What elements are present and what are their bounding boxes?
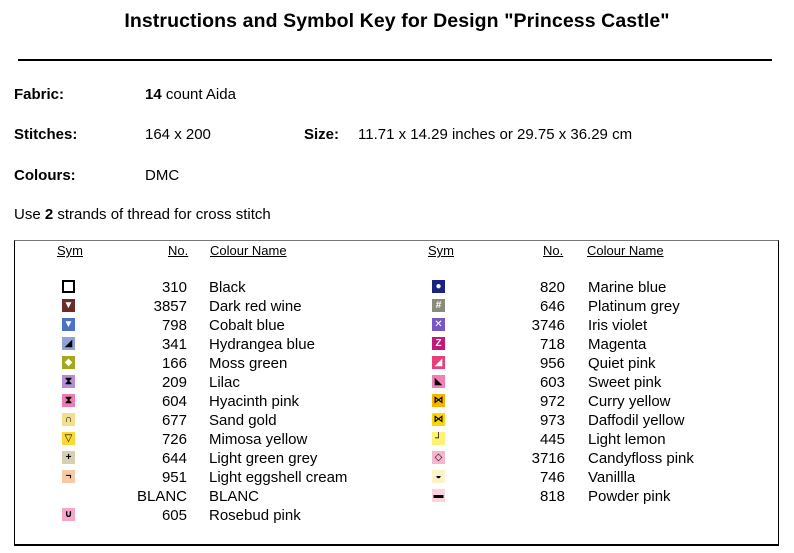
colour-number: 646 (539, 298, 565, 315)
colour-name: Hyacinth pink (209, 393, 300, 410)
key-row (0, 298, 794, 317)
corner-triangle-icon: ◢ (62, 337, 75, 350)
strands-pre: Use (14, 206, 45, 223)
colour-name: Quiet pink (588, 355, 656, 372)
colour-name: Daffodil yellow (588, 412, 685, 429)
colour-name: Candyfloss pink (588, 450, 694, 467)
left-sym-header: Sym (57, 243, 83, 258)
colour-name: Sand gold (209, 412, 277, 429)
colour-number: 973 (539, 412, 565, 429)
colour-name: Powder pink (588, 488, 671, 505)
key-row (0, 393, 794, 412)
colour-number: BLANC (136, 488, 187, 505)
z-icon: Z (432, 337, 445, 350)
colour-number: 341 (161, 336, 187, 353)
colours-value: DMC (145, 167, 180, 184)
key-row (0, 450, 794, 469)
corner-triangle-icon: ◢ (432, 356, 445, 369)
colour-name: Curry yellow (588, 393, 671, 410)
colour-name: Sweet pink (588, 374, 662, 391)
colour-number: 951 (161, 469, 187, 486)
colour-number: 798 (161, 317, 187, 334)
fabric-rest: count Aida (161, 86, 236, 103)
strands-count: 2 (44, 206, 54, 223)
title-divider (18, 59, 772, 61)
colour-name: Hydrangea blue (209, 336, 315, 353)
colour-name: Lilac (209, 374, 240, 391)
colour-name: Moss green (209, 355, 288, 372)
colour-number: 644 (161, 450, 187, 467)
key-row (0, 336, 794, 355)
key-row (0, 431, 794, 450)
circle-icon: ● (432, 280, 445, 293)
key-row (0, 469, 794, 488)
down-triangle-icon: ▼ (63, 318, 74, 330)
colour-number: 445 (539, 431, 565, 448)
bowtie-icon: ⋈ (433, 413, 444, 425)
fabric-value (145, 86, 236, 103)
colour-name: Black (209, 279, 246, 296)
down-triangle-icon: ▼ (63, 299, 74, 311)
colour-name: Cobalt blue (209, 317, 285, 334)
hook-icon: ¬ (62, 470, 75, 483)
hourglass-icon: ⧗ (62, 394, 75, 407)
colour-number: 820 (539, 279, 565, 296)
colour-name: Dark red wine (209, 298, 302, 315)
colour-number: 603 (539, 374, 565, 391)
colour-name: Light eggshell cream (209, 469, 348, 486)
stitches-label: Stitches: (14, 126, 78, 143)
key-row (0, 355, 794, 374)
size-value: 11.71 x 14.29 inches or 29.75 x 36.29 cm (358, 126, 633, 143)
corner-line-icon: ┘ (432, 432, 445, 445)
bar-icon: ▬ (433, 489, 444, 501)
colour-number: 726 (161, 431, 187, 448)
colour-name: Vanillla (588, 469, 636, 486)
half-circle-icon: ◒ (432, 470, 445, 483)
colour-number: 166 (161, 355, 187, 372)
key-row (0, 279, 794, 298)
corner-triangle-icon: ◣ (432, 375, 445, 388)
colours-label: Colours: (14, 167, 76, 184)
fabric-count: 14 (145, 86, 162, 103)
strands-post: strands of thread for cross stitch (53, 206, 271, 223)
colour-number: 605 (161, 507, 187, 524)
colour-number: 3857 (153, 298, 187, 315)
plus-icon: + (62, 451, 75, 464)
colour-number: 604 (161, 393, 187, 410)
colour-number: 677 (161, 412, 187, 429)
right-name-header: Colour Name (587, 243, 664, 258)
size-label: Size: (304, 126, 340, 143)
cup-icon: ∪ (62, 508, 75, 521)
bowtie-icon: ⋈ (433, 394, 444, 406)
key-row (0, 374, 794, 393)
colour-number: 3746 (531, 317, 565, 334)
colour-name: Magenta (588, 336, 647, 353)
hash-icon: # (432, 299, 445, 312)
colour-name: Light lemon (588, 431, 666, 448)
left-name-header: Colour Name (210, 243, 287, 258)
colour-number: 746 (539, 469, 565, 486)
fabric-label: Fabric: (14, 86, 65, 103)
colour-number: 818 (539, 488, 565, 505)
colour-name: Rosebud pink (209, 507, 301, 524)
page-title: Instructions and Symbol Key for Design "Princess Castle" (124, 10, 670, 32)
colour-name: Iris violet (588, 317, 648, 334)
colour-number: 956 (539, 355, 565, 372)
left-no-header: No. (168, 243, 189, 258)
key-row (0, 507, 794, 526)
arch-icon: ∩ (62, 413, 75, 426)
colour-number: 718 (539, 336, 565, 353)
cross-icon: ✕ (432, 318, 445, 331)
colour-number: 310 (161, 279, 187, 296)
colour-number: 972 (539, 393, 565, 410)
diamond-icon: ◆ (62, 356, 75, 369)
colour-number: 3716 (531, 450, 565, 467)
open-diamond-icon: ◇ (432, 451, 445, 464)
colour-name: Platinum grey (588, 298, 680, 315)
colour-name: Mimosa yellow (209, 431, 308, 448)
open-triangle-icon: ▽ (62, 432, 75, 445)
key-row (0, 412, 794, 431)
key-row (0, 317, 794, 336)
colour-number: 209 (161, 374, 187, 391)
right-no-header: No. (543, 243, 564, 258)
stitches-value: 164 x 200 (145, 126, 211, 143)
colour-name: BLANC (209, 488, 260, 505)
key-row (0, 488, 794, 507)
colour-name: Light green grey (209, 450, 318, 467)
right-sym-header: Sym (428, 243, 454, 258)
colour-name: Marine blue (588, 279, 667, 296)
strands-note (14, 206, 271, 223)
hourglass-icon: ⧗ (62, 375, 75, 388)
